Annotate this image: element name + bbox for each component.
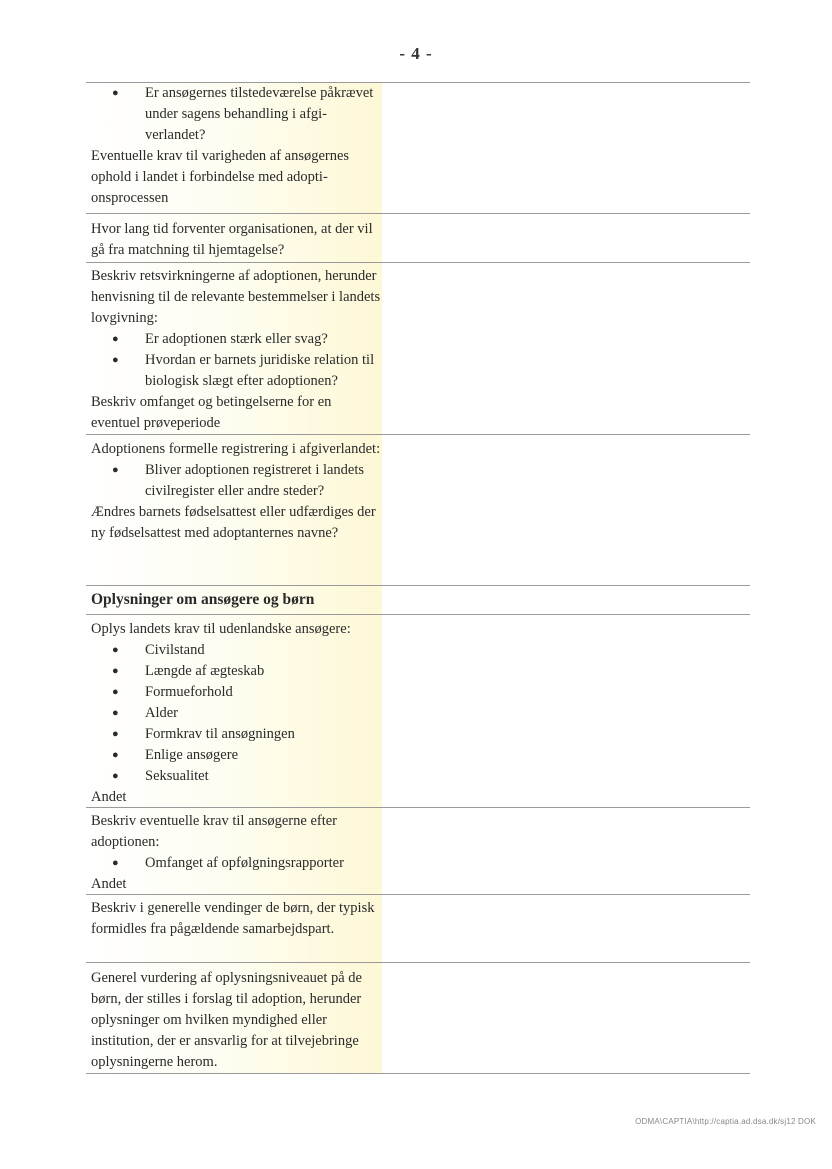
bullet-item <box>91 682 382 703</box>
table-row <box>86 83 750 214</box>
bullet-icon: ● <box>112 749 119 761</box>
bullet-item <box>91 640 382 661</box>
bullet-text: Civilstand <box>145 642 205 658</box>
answer-cell[interactable] <box>382 808 750 894</box>
bullet-item <box>91 703 382 724</box>
question-cell <box>86 895 382 962</box>
question-cell <box>86 963 382 1073</box>
bullet-icon: ● <box>112 464 119 476</box>
bullet-icon: ● <box>112 333 119 345</box>
question-cell <box>86 83 382 213</box>
bullet-icon: ● <box>112 857 119 869</box>
section-title: Oplysninger om ansøgere og børn <box>86 586 382 614</box>
question-cell <box>86 615 382 807</box>
question-cell <box>86 435 382 585</box>
bullet-text: Formueforhold <box>145 684 233 700</box>
answer-cell[interactable] <box>382 214 750 262</box>
question-text: Oplys landets krav til udenlandske ansøgere: <box>91 621 351 637</box>
bullet-text: Formkrav til ansøgningen <box>145 726 295 742</box>
question-text: Beskriv i generelle vendinger de børn, der typisk formidles fra pågældende samarbejdspart. <box>91 900 375 937</box>
table-row <box>86 895 750 963</box>
question-text: Beskriv retsvirkningerne af adoptionen, herunder henvisning til de relevante bestemmelser i landets lovgivning: <box>91 268 381 326</box>
bullet-item <box>91 350 382 392</box>
bullet-icon: ● <box>112 354 119 366</box>
bullet-text: Alder <box>145 705 179 721</box>
bullet-text: Er adoptionen stærk eller svag? <box>145 331 328 347</box>
bullet-item <box>91 745 382 766</box>
answer-cell[interactable] <box>382 895 750 962</box>
bullet-icon: ● <box>112 728 119 740</box>
question-text: Generel vurdering af oplysningsniveauet på de børn, der stilles i forslag til adoption, herunder oplysninger om hvilken myndighed eller institution, der er ansvarlig for at tilvejebringe oplysningerne herom. <box>91 970 362 1070</box>
bullet-icon: ● <box>112 770 119 782</box>
document-reference-footer: ODMA\CAPTIA\http://captia.ad.dsa.dk/sj12 DOK <box>635 1117 816 1126</box>
bullet-icon: ● <box>112 665 119 677</box>
answer-cell[interactable] <box>382 963 750 1073</box>
bullet-icon: ● <box>112 87 119 99</box>
table-row <box>86 615 750 808</box>
bullet-item <box>91 766 382 787</box>
answer-cell[interactable] <box>382 435 750 585</box>
answer-cell[interactable] <box>382 263 750 434</box>
table-row <box>86 214 750 263</box>
bullet-item <box>91 83 382 146</box>
table-row <box>86 808 750 895</box>
bullet-text: Omfanget af opfølgningsrapporter <box>145 855 344 871</box>
bullet-text: Er ansøgernes tilstedeværelse påkrævet under sagens behandling i afgiverlandet? <box>145 85 374 143</box>
question-text: Ændres barnets fødselsattest eller udfærdiges der ny fødselsattest med adoptanternes navne? <box>91 504 376 541</box>
question-text: Andet <box>91 789 127 805</box>
bullet-item <box>91 329 382 350</box>
question-text: Eventuelle krav til varigheden af ansøgernes ophold i landet i forbindelse med adoptionsprocessen <box>91 148 350 206</box>
bullet-item <box>91 460 382 502</box>
bullet-text: Bliver adoptionen registreret i landets civilregister eller andre steder? <box>145 462 365 499</box>
question-cell <box>86 808 382 894</box>
question-text: Beskriv omfanget og betingelserne for en eventuel prøveperiode <box>91 394 332 431</box>
question-cell <box>86 263 382 434</box>
bullet-icon: ● <box>112 644 119 656</box>
bullet-text: Hvordan er barnets juridiske relation til biologisk slægt efter adoptionen? <box>145 352 375 389</box>
table-row <box>86 435 750 586</box>
answer-cell <box>382 586 750 614</box>
page-number: - 4 - <box>399 44 433 63</box>
answer-cell[interactable] <box>382 615 750 807</box>
question-text: Hvor lang tid forventer organisationen, at der vil gå fra matchning til hjemtagelse? <box>91 221 373 258</box>
bullet-item <box>91 724 382 745</box>
bullet-item <box>91 661 382 682</box>
question-text: Adoptionens formelle registrering i afgiverlandet: <box>91 441 381 457</box>
table-row <box>86 963 750 1074</box>
section-header-row <box>86 586 750 615</box>
answer-cell[interactable] <box>382 83 750 213</box>
bullet-icon: ● <box>112 707 119 719</box>
question-text: Beskriv eventuelle krav til ansøgerne efter adoptionen: <box>91 813 337 850</box>
bullet-text: Enlige ansøgere <box>145 747 239 763</box>
question-text: Andet <box>91 876 127 892</box>
bullet-icon: ● <box>112 686 119 698</box>
question-cell <box>86 214 382 262</box>
adoption-questionnaire-table <box>86 82 750 1074</box>
bullet-text: Seksualitet <box>145 768 209 784</box>
bullet-text: Længde af ægteskab <box>145 663 265 679</box>
bullet-item <box>91 853 382 874</box>
table-row <box>86 263 750 435</box>
